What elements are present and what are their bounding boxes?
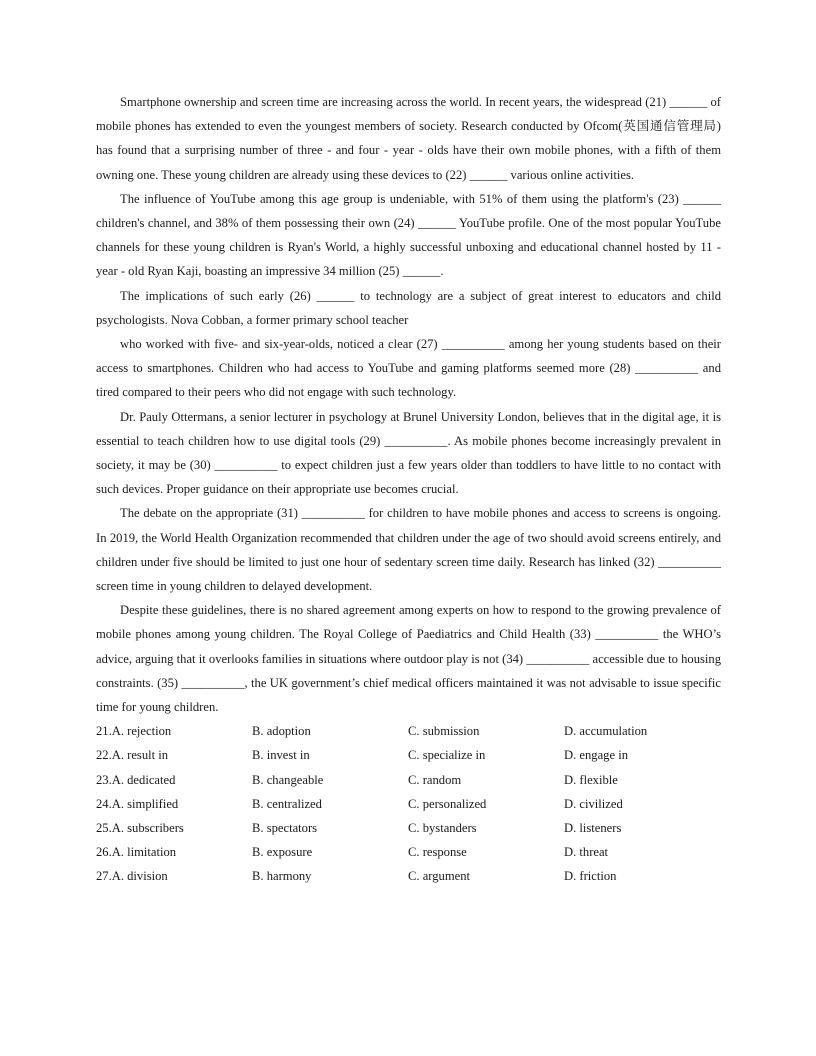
option-d: D. friction (564, 869, 617, 884)
option-d: D. civilized (564, 796, 623, 811)
option-a: 24.A. simplified (96, 796, 179, 811)
paragraph-5: The debate on the appropriate (31) __________ for children to have mobile phones and access to screens is ongoing. In 2019, the World Health Organization recommended that children under the age of two should avoid screens entirely, and children under five should be limited to just one hour of sedentary screen time daily. Research has linked (32) __________ screen time in young children to delayed development. (96, 506, 721, 594)
option-b: B. spectators (252, 821, 318, 836)
question-row (96, 816, 721, 840)
option-c: C. submission (408, 724, 480, 739)
question-row (96, 864, 721, 888)
paragraph-3-continued: who worked with five- and six-year-olds, noticed a clear (27) __________ among her young students based on their access to smartphones. Children who had access to YouTube and gaming platforms seemed more (28) __________ and tired compared to their peers who did not engage with such technology. (96, 337, 721, 400)
option-c: C. personalized (408, 796, 487, 811)
option-c: C. specialize in (408, 748, 486, 763)
option-b: B. invest in (252, 748, 310, 763)
option-a: 22.A. result in (96, 748, 169, 763)
question-row (96, 792, 721, 816)
option-b: B. changeable (252, 772, 324, 787)
paragraph-6: Despite these guidelines, there is no shared agreement among experts on how to respond to the growing prevalence of mobile phones among young children. The Royal College of Paediatrics and Child Health (33) __________ the WHO’s advice, arguing that it overlooks families in situations where outdoor play is not (34) __________ accessible due to housing constraints. (35) __________, the UK government’s chief medical officers maintained it was not advisable to issue specific time for young children. (96, 603, 721, 715)
paragraph-1: Smartphone ownership and screen time are increasing across the world. In recent years, the widespread (21) ______ of mobile phones has extended to even the youngest members of society. Research conducted by Ofcom(英国通信管理局) has found that a surprising number of three - and four - year - olds have their own mobile phones, with a fifth of them owning one. These young children are already using these devices to (22) ______ various online activities. (96, 95, 721, 182)
option-c: C. argument (408, 869, 471, 884)
option-c: C. bystanders (408, 821, 477, 836)
option-d: D. flexible (564, 772, 618, 787)
option-d: D. threat (564, 845, 609, 860)
answer-options (96, 719, 721, 888)
question-row (96, 719, 721, 743)
option-b: B. adoption (252, 724, 311, 739)
question-row (96, 743, 721, 767)
option-a: 26.A. limitation (96, 845, 177, 860)
paragraph-4: Dr. Pauly Ottermans, a senior lecturer in psychology at Brunel University London, believes that in the digital age, it is essential to teach children how to use digital tools (29) __________. As mobile phones become increasingly prevalent in society, it may be (30) __________ to expect children just a few years older than toddlers to have little to no contact with such devices. Proper guidance on their appropriate use becomes crucial. (96, 409, 721, 497)
document-page (96, 90, 721, 889)
question-row (96, 768, 721, 792)
option-a: 25.A. subscribers (96, 821, 184, 836)
option-a: 21.A. rejection (96, 724, 172, 739)
option-c: C. response (408, 845, 467, 860)
option-b: B. exposure (252, 845, 313, 860)
option-d: D. accumulation (564, 724, 648, 739)
option-d: D. listeners (564, 821, 622, 836)
option-b: B. harmony (252, 869, 312, 884)
option-b: B. centralized (252, 796, 322, 811)
question-row (96, 840, 721, 864)
option-d: D. engage in (564, 748, 628, 763)
paragraph-3-start: The implications of such early (26) ______ to technology are a subject of great interest to educators and child psychologists. Nova Cobban, a former primary school teacher (96, 288, 721, 327)
option-c: C. random (408, 772, 462, 787)
option-a: 27.A. division (96, 869, 168, 884)
paragraph-2: The influence of YouTube among this age group is undeniable, with 51% of them using the platform's (23) ______ children's channel, and 38% of them possessing their own (24) ______ YouTube profile. One of the most popular YouTube channels for these young children is Ryan's World, a highly successful unboxing and educational channel hosted by 11 - year - old Ryan Kaji, boasting an impressive 34 million (25) ______. (96, 191, 721, 279)
option-a: 23.A. dedicated (96, 772, 176, 787)
